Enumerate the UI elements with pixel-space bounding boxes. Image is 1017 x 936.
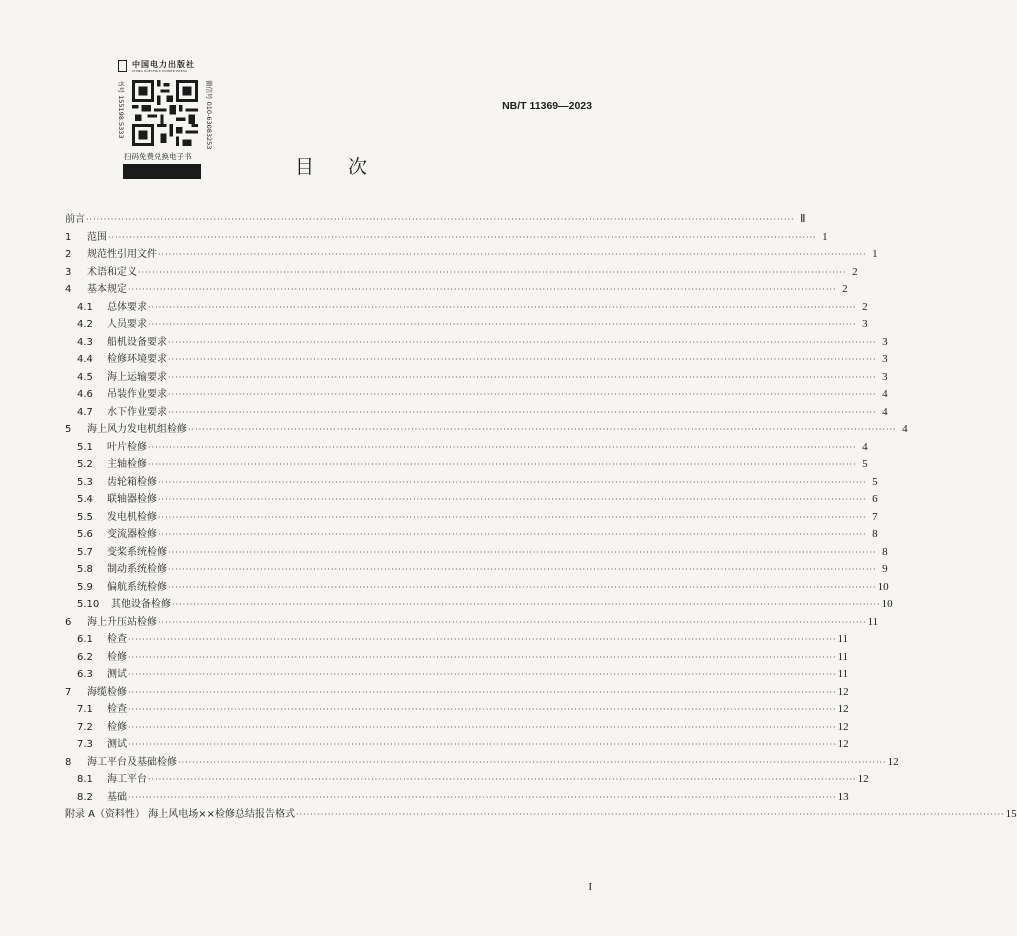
toc-entry-number: 5.2 bbox=[77, 459, 93, 470]
toc-entry-page: 11 bbox=[837, 668, 849, 680]
toc-entry-page: 4 bbox=[862, 440, 868, 453]
toc-leader-dots: ········································································································································································································ bbox=[168, 407, 877, 417]
toc-entry-number: 5 bbox=[65, 424, 72, 435]
publisher-name-en: CHINA ELECTRIC POWER PRESS bbox=[132, 69, 188, 73]
toc-entry[interactable] bbox=[65, 211, 806, 229]
toc-entry[interactable] bbox=[65, 631, 849, 649]
toc-entry-label: 变桨系统检修 bbox=[107, 546, 167, 558]
toc-entry-label: 发电机检修 bbox=[107, 511, 157, 523]
toc-entry[interactable] bbox=[65, 351, 888, 369]
toc-entry[interactable] bbox=[65, 684, 849, 702]
toc-entry[interactable] bbox=[65, 526, 878, 544]
toc-entry-number: 5.8 bbox=[77, 564, 93, 575]
toc-leader-dots: ········································································································································································································ bbox=[158, 530, 867, 539]
toc-entry[interactable] bbox=[65, 404, 888, 422]
toc-entry-number: 5.9 bbox=[77, 581, 93, 593]
toc-entry-label: 检修 bbox=[107, 721, 127, 733]
toc-entry-number: 4.4 bbox=[77, 354, 93, 365]
toc-entry-number: 4.7 bbox=[77, 406, 93, 418]
toc-entry[interactable] bbox=[65, 439, 868, 457]
toc-leader-dots: ········································································································································································································ bbox=[148, 302, 857, 312]
toc-entry[interactable] bbox=[65, 264, 858, 282]
toc-entry[interactable] bbox=[65, 281, 848, 299]
toc-entry[interactable] bbox=[65, 544, 888, 562]
toc-leader-dots: ········································································································································································································ bbox=[128, 285, 837, 294]
toc-leader-dots: ········································································································································································································ bbox=[158, 250, 867, 259]
toc-entry-label: 检查 bbox=[107, 704, 127, 715]
toc-entry-label: 主轴检修 bbox=[107, 459, 147, 470]
toc-entry-page: 3 bbox=[882, 335, 888, 348]
toc-entry-page: 4 bbox=[902, 423, 908, 435]
toc-entry-label: 总体要求 bbox=[107, 301, 147, 313]
toc-entry-page: 11 bbox=[837, 650, 849, 663]
toc-entry-number: 5.6 bbox=[77, 529, 93, 540]
toc-leader-dots: ········································································································································································································ bbox=[168, 337, 877, 347]
toc-entry-number: 4.5 bbox=[77, 371, 93, 383]
toc-leader-dots: ········································································································································································································ bbox=[128, 792, 837, 802]
toc-entry-number: 4.1 bbox=[77, 301, 93, 313]
toc-entry-page: 7 bbox=[872, 510, 878, 523]
toc-entry-page: 10 bbox=[881, 598, 893, 610]
toc-leader-dots: ········································································································································································································ bbox=[168, 355, 877, 364]
toc-entry-label: 检修 bbox=[107, 651, 127, 663]
toc-leader-dots: ········································································································································································································ bbox=[188, 425, 897, 434]
toc-leader-dots: ········································································································································································································ bbox=[128, 705, 837, 714]
toc-leader-dots: ········································································································································································································ bbox=[108, 232, 817, 242]
toc-entry[interactable] bbox=[65, 299, 868, 317]
toc-entry-number: 6.1 bbox=[77, 634, 93, 645]
toc-entry[interactable] bbox=[65, 614, 879, 632]
toc-entry[interactable] bbox=[65, 596, 893, 614]
toc-leader-dots: ········································································································································································································ bbox=[128, 687, 837, 697]
toc-entry-number: 5.5 bbox=[77, 511, 93, 523]
toc-entry-page: 4 bbox=[882, 388, 888, 400]
toc-entry-number: 8.2 bbox=[77, 791, 93, 803]
toc-leader-dots: ········································································································································································································ bbox=[138, 267, 847, 277]
toc-entry-label: 范围 bbox=[87, 231, 107, 243]
page-number: I bbox=[588, 881, 592, 893]
toc-entry-page: 5 bbox=[872, 475, 878, 488]
toc-entry[interactable] bbox=[65, 719, 849, 737]
toc-entry-label: 制动系统检修 bbox=[107, 564, 167, 575]
toc-entry[interactable] bbox=[65, 246, 878, 264]
toc-leader-dots: ········································································································································································································ bbox=[168, 582, 877, 592]
toc-entry[interactable] bbox=[65, 474, 878, 492]
toc-entry-number: 7.1 bbox=[77, 704, 93, 715]
toc-entry[interactable] bbox=[65, 316, 868, 334]
toc-entry[interactable] bbox=[65, 561, 888, 579]
toc-entry[interactable] bbox=[65, 701, 849, 719]
toc-entry-page: 12 bbox=[857, 773, 869, 785]
toc-entry-number: 3 bbox=[65, 266, 72, 278]
toc-entry-label: 齿轮箱检修 bbox=[107, 476, 157, 488]
toc-entry-number: 5.3 bbox=[77, 476, 93, 488]
toc-leader-dots: ········································································································································································································ bbox=[158, 477, 867, 487]
toc-entry[interactable] bbox=[65, 421, 908, 439]
toc-entry-label: 叶片检修 bbox=[107, 441, 147, 453]
toc-entry-label: 海工平台及基础检修 bbox=[87, 756, 177, 768]
toc-entry-number: 8 bbox=[65, 756, 72, 768]
toc-entry-page: 10 bbox=[877, 580, 889, 593]
toc-leader-dots: ········································································································································································································ bbox=[178, 757, 887, 767]
toc-entry-page: 6 bbox=[872, 493, 878, 505]
toc-entry-page: 11 bbox=[837, 633, 849, 645]
toc-entry-number: 5.10 bbox=[77, 599, 100, 610]
toc-entry-label: 变流器检修 bbox=[107, 529, 157, 540]
toc-entry-page: 9 bbox=[882, 563, 888, 575]
toc-entry-number: 7.3 bbox=[77, 739, 93, 750]
toc-entry-page: 2 bbox=[852, 265, 858, 278]
toc-entry-page: 4 bbox=[882, 405, 888, 418]
publisher-logo-icon bbox=[118, 60, 127, 72]
publisher-name: 中国电力出版社 bbox=[132, 60, 195, 69]
toc-entry-number: 8.1 bbox=[77, 774, 93, 785]
publisher-logo bbox=[118, 56, 206, 76]
toc-leader-dots: ········································································································································································································ bbox=[158, 617, 867, 627]
toc-entry-number: 6 bbox=[65, 616, 72, 628]
toc-entry-label: 联轴器检修 bbox=[107, 494, 157, 505]
toc-entry-number: 5.4 bbox=[77, 494, 93, 505]
toc-entry-label: 基础 bbox=[107, 791, 127, 803]
toc-entry[interactable] bbox=[65, 386, 888, 404]
toc-leader-dots: ········································································································································································································ bbox=[172, 600, 881, 609]
toc-entry[interactable] bbox=[65, 229, 828, 247]
toc-entry[interactable] bbox=[65, 509, 878, 527]
toc-entry-label: 附录 A（资料性） 海上风电场××检修总结报告格式 bbox=[65, 809, 295, 820]
qr-caption: 扫码免费兑换电子书 bbox=[124, 152, 192, 161]
toc-entry-page: 2 bbox=[842, 283, 848, 295]
toc-entry-number: 4.6 bbox=[77, 389, 93, 400]
contact-text: 微信号 010-63083253 bbox=[205, 80, 213, 150]
toc-entry[interactable] bbox=[65, 456, 868, 474]
toc-entry-label: 测试 bbox=[107, 669, 127, 680]
toc-entry-label: 海上风力发电机组检修 bbox=[87, 424, 187, 435]
toc-leader-dots: ········································································································································································································ bbox=[158, 512, 867, 522]
standard-code: NB/T 11369—2023 bbox=[502, 100, 592, 112]
toc-leader-dots: ········································································································································································································ bbox=[168, 565, 877, 574]
toc-entry-label: 船机设备要求 bbox=[107, 336, 167, 348]
toc-entry-label: 其他设备检修 bbox=[111, 599, 171, 610]
toc-entry[interactable] bbox=[65, 789, 849, 807]
toc-entry-page: 8 bbox=[872, 528, 878, 540]
toc-entry-page: 3 bbox=[862, 318, 868, 330]
toc-entry-label: 检查 bbox=[107, 634, 127, 645]
toc-leader-dots: ········································································································································································································ bbox=[158, 495, 867, 504]
toc-leader-dots: ········································································································································································································ bbox=[128, 670, 837, 679]
toc-entry[interactable] bbox=[65, 806, 1017, 824]
toc-entry-number: 4 bbox=[65, 284, 72, 295]
toc-leader-dots: ········································································································································································································ bbox=[148, 442, 857, 452]
toc-entry-number: 5.1 bbox=[77, 441, 93, 453]
toc-leader-dots: ········································································································································································································ bbox=[295, 810, 1005, 819]
toc-entry[interactable] bbox=[65, 736, 849, 754]
toc-entry-label: 基本规定 bbox=[87, 284, 127, 295]
toc-entry-label: 人员要求 bbox=[107, 319, 147, 330]
toc-entry-label: 前言 bbox=[65, 214, 85, 225]
toc-entry-page: 13 bbox=[837, 790, 849, 803]
toc-leader-dots: ········································································································································································································ bbox=[148, 460, 857, 469]
toc-entry-label: 水下作业要求 bbox=[107, 406, 167, 418]
toc-entry-page: 5 bbox=[862, 458, 868, 470]
toc-entry[interactable] bbox=[65, 666, 849, 684]
toc-leader-dots: ········································································································································································································ bbox=[128, 635, 837, 644]
toc-entry-page: 15 bbox=[1005, 808, 1017, 820]
toc-entry-label: 海上运输要求 bbox=[107, 371, 167, 383]
table-of-contents bbox=[65, 211, 1017, 824]
toc-entry-label: 海缆检修 bbox=[87, 686, 127, 698]
toc-entry-label: 偏航系统检修 bbox=[107, 581, 167, 593]
toc-leader-dots: ········································································································································································································ bbox=[128, 740, 837, 749]
toc-leader-dots: ········································································································································································································ bbox=[148, 320, 857, 329]
toc-entry[interactable] bbox=[65, 334, 888, 352]
toc-leader-dots: ········································································································································································································ bbox=[86, 215, 795, 224]
toc-entry-number: 6.2 bbox=[77, 651, 93, 663]
toc-entry-page: 1 bbox=[872, 248, 878, 260]
toc-entry[interactable] bbox=[65, 579, 889, 597]
page-title: 目次 bbox=[294, 156, 401, 178]
toc-entry-number: 1 bbox=[65, 231, 72, 243]
toc-entry-label: 测试 bbox=[107, 739, 127, 750]
toc-entry-page: Ⅱ bbox=[800, 213, 806, 225]
toc-entry-number: 4.2 bbox=[77, 319, 93, 330]
toc-entry[interactable] bbox=[65, 771, 869, 789]
toc-entry[interactable] bbox=[65, 754, 899, 772]
toc-entry[interactable] bbox=[65, 649, 849, 667]
toc-entry-label: 规范性引用文件 bbox=[87, 249, 157, 260]
toc-entry-label: 术语和定义 bbox=[87, 266, 137, 278]
toc-entry-label: 吊装作业要求 bbox=[107, 389, 167, 400]
toc-entry[interactable] bbox=[65, 491, 878, 509]
toc-entry-page: 3 bbox=[882, 370, 888, 383]
toc-entry-label: 海上升压站检修 bbox=[87, 616, 157, 628]
toc-entry-page: 12 bbox=[837, 703, 849, 715]
toc-entry-number: 2 bbox=[65, 249, 72, 260]
toc-entry-number: 6.3 bbox=[77, 669, 93, 680]
toc-entry-label: 海工平台 bbox=[107, 774, 147, 785]
toc-leader-dots: ········································································································································································································ bbox=[128, 652, 837, 662]
qr-code-icon[interactable] bbox=[132, 78, 198, 148]
toc-entry-number: 4.3 bbox=[77, 336, 93, 348]
toc-entry-page: 3 bbox=[882, 353, 888, 365]
toc-entry-page: 11 bbox=[867, 615, 879, 628]
isbn-text: 书号 155198.5333 bbox=[117, 80, 125, 139]
toc-entry-page: 12 bbox=[837, 685, 849, 698]
toc-entry-number: 7 bbox=[65, 686, 72, 698]
toc-entry-label: 检修环境要求 bbox=[107, 354, 167, 365]
toc-entry-page: 12 bbox=[837, 738, 849, 750]
toc-entry-page: 1 bbox=[822, 230, 828, 243]
toc-leader-dots: ········································································································································································································ bbox=[128, 722, 837, 732]
toc-leader-dots: ········································································································································································································ bbox=[168, 390, 877, 399]
toc-entry-page: 12 bbox=[837, 720, 849, 733]
toc-entry[interactable] bbox=[65, 369, 888, 387]
toc-entry-number: 7.2 bbox=[77, 721, 93, 733]
toc-entry-page: 12 bbox=[887, 755, 899, 768]
toc-entry-number: 5.7 bbox=[77, 546, 93, 558]
toc-leader-dots: ········································································································································································································ bbox=[148, 775, 857, 784]
toc-leader-dots: ········································································································································································································ bbox=[168, 547, 877, 557]
toc-entry-page: 2 bbox=[862, 300, 868, 313]
toc-entry-page: 8 bbox=[882, 545, 888, 558]
toc-leader-dots: ········································································································································································································ bbox=[168, 372, 877, 382]
